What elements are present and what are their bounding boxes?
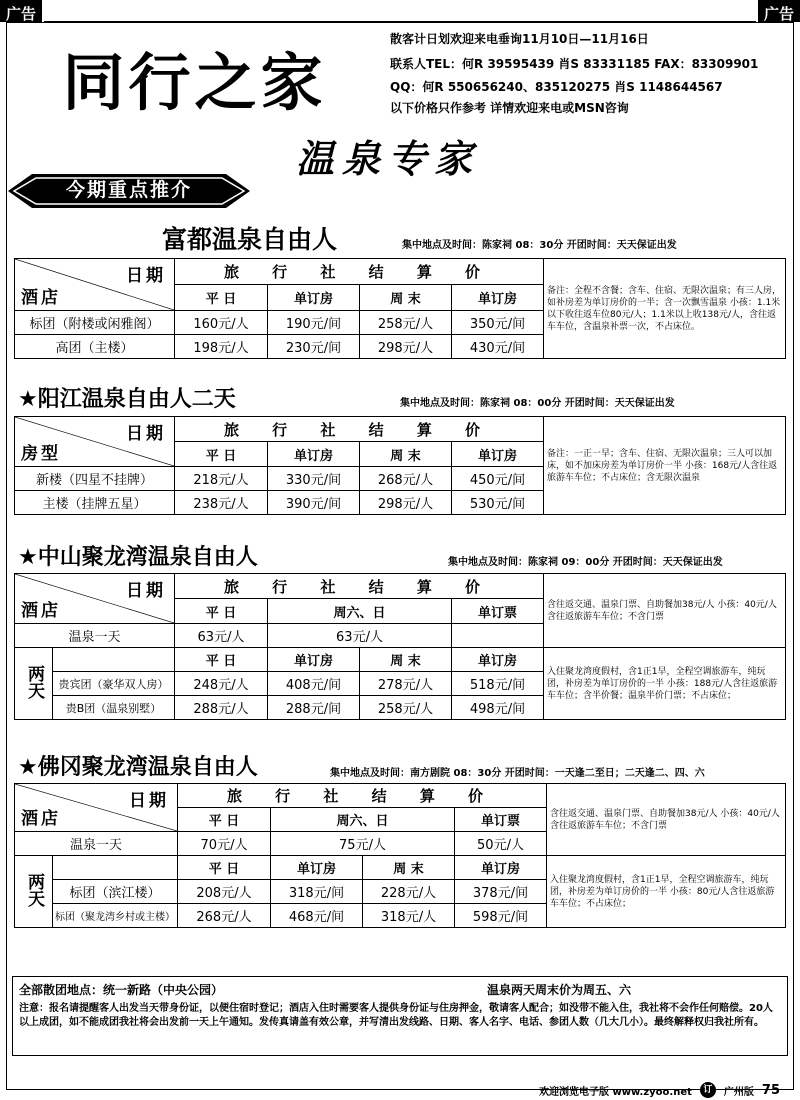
date-label: 日期	[129, 791, 169, 811]
section4-two-day-note: 入住聚龙湾度假村，含1正1早，全程空调旅游车，纯玩团，补房差为单订房价的一半 小孩：80元/人含往返旅游车车位；不占床位；	[547, 856, 786, 928]
date-label: 日期	[126, 266, 166, 286]
price-cell: 298元/人	[360, 491, 452, 515]
col-single-room: 单订房	[268, 285, 360, 311]
footer-notice-box	[12, 976, 788, 1056]
price-cell: 230元/间	[268, 335, 360, 359]
col-weekday: 平 日	[175, 648, 268, 672]
day-trip-name: 温泉一天	[15, 832, 178, 856]
price-cell: 430元/间	[452, 335, 544, 359]
col-single-room: 单订房	[452, 648, 544, 672]
col-weekday: 平 日	[175, 599, 268, 624]
price-cell: 208元/人	[178, 880, 271, 904]
section4-day-note: 含往返交通、温泉门票、自助餐加38元/人 小孩：40元/人含往返旅游车车位；不含门票	[547, 784, 786, 856]
col-weekday: 平 日	[178, 808, 271, 832]
price-cell: 160元/人	[175, 311, 268, 335]
price-cell: 63元/人	[175, 624, 268, 648]
room-name: 标团（滨江楼）	[53, 880, 178, 904]
blank-cell	[53, 648, 175, 672]
section3-two-day-note: 入住聚龙湾度假村，含1正1早，全程空调旅游车，纯玩团，补房差为单订房价的一半 小孩：188元/人含往返旅游车车位；含半价餐；温泉半价门票；不占床位；	[544, 648, 786, 720]
hotel-label: 酒店	[21, 809, 61, 829]
col-weekend: 周 末	[360, 442, 452, 467]
ad-label-left: 广告	[0, 0, 42, 22]
room-name: 贵宾团（豪华双人房）	[53, 672, 175, 696]
col-single-room: 单订房	[455, 856, 547, 880]
price-cell: 228元/人	[363, 880, 455, 904]
blank-cell	[53, 856, 178, 880]
two-day-text: 两天	[24, 872, 44, 907]
section3-title: ★中山聚龙湾温泉自由人	[18, 545, 258, 570]
col-single-ticket: 单订票	[455, 808, 547, 832]
section4-title: ★佛冈聚龙湾温泉自由人	[18, 755, 258, 780]
ad-label-right: 广告	[758, 0, 800, 22]
two-day-text: 两天	[24, 664, 44, 699]
spa-expert-title: 温泉专家	[296, 136, 481, 181]
header-schedule: 散客计日划欢迎来电垂询11月10日—11月16日	[390, 32, 649, 46]
header-qq: QQ：何R 550656240、835120275 肖S 1148644567	[390, 80, 723, 94]
price-cell: 390元/间	[268, 491, 360, 515]
col-weekend: 周 末	[360, 285, 452, 311]
room-name: 标团（聚龙湾乡村或主楼）	[53, 904, 178, 928]
col-single-room: 单订房	[268, 648, 360, 672]
price-cell: 198元/人	[175, 335, 268, 359]
section2-title: ★阳江温泉自由人二天	[18, 387, 236, 412]
price-cell: 70元/人	[178, 832, 271, 856]
hotel-label: 酒店	[21, 288, 61, 308]
price-cell: 63元/人	[268, 624, 452, 648]
price-cell: 278元/人	[360, 672, 452, 696]
col-weekend: 周 末	[363, 856, 455, 880]
section3-meta: 集中地点及时间：陈家祠 09：00分 开团时间：天天保证出发	[448, 557, 723, 568]
price-cell: 598元/间	[455, 904, 547, 928]
agency-price-header: 旅 行 社 结 算 价	[175, 259, 544, 285]
col-single-room: 单订房	[271, 856, 363, 880]
price-cell: 408元/间	[268, 672, 360, 696]
section1-title: 富都温泉自由人	[162, 225, 338, 254]
room-type-label: 房型	[21, 444, 61, 464]
room-name: 贵B团（温泉别墅）	[53, 696, 175, 720]
page-footer	[539, 1082, 780, 1098]
hotel-label: 酒店	[21, 601, 61, 621]
room-name: 标团（附楼或闲雅阁）	[15, 311, 175, 335]
header-tel: 联系人TEL：何R 39595439 肖S 83331185 FAX：83309901	[390, 57, 759, 71]
price-cell: 75元/人	[271, 832, 455, 856]
featured-banner	[8, 170, 250, 212]
date-label: 日期	[126, 581, 166, 601]
section1-meta: 集中地点及时间：陈家祠 08：30分 开团时间：天天保证出发	[402, 240, 677, 251]
price-cell: 248元/人	[175, 672, 268, 696]
page-number: 75	[761, 1082, 780, 1098]
price-cell: 298元/人	[360, 335, 452, 359]
notice-text: 注意：报名请提醒客人出发当天带身份证，以便住宿时登记；酒店入住时需要客人提供身份证与住房押金，敬请客人配合；如没带不能入住，我社将不会作任何赔偿。20人以上成团，如不能成团我社将会出发前一天上午通知。发传真请盖有效公章，并写清出发线路、日期、客人名字、电话、参团人数（几大几小）。最终解释权归我社所有。	[19, 1003, 773, 1028]
price-cell: 450元/间	[452, 467, 544, 491]
logo-badge-icon: 订	[700, 1082, 716, 1098]
section2-meta: 集中地点及时间：陈家祠 08：00分 开团时间：天天保证出发	[400, 398, 675, 409]
agency-price-header: 旅 行 社 结 算 价	[175, 574, 544, 599]
day-trip-name: 温泉一天	[15, 624, 175, 648]
section1-table	[14, 258, 786, 359]
section2-table	[14, 416, 786, 515]
meeting-point: 全部散团地点：统一新路（中央公园）	[19, 983, 224, 997]
section3-table	[14, 573, 786, 720]
section3-day-note: 含往返交通、温泉门票、自助餐加38元/人 小孩：40元/人含往返旅游车车位；不含门票	[544, 574, 786, 648]
room-name: 高团（主楼）	[15, 335, 175, 359]
brand-logo: 同行之家	[62, 45, 327, 119]
section4-table	[14, 783, 786, 928]
price-cell: 288元/人	[175, 696, 268, 720]
edition-label: 广州版	[723, 1086, 754, 1098]
corner-cell	[15, 784, 178, 832]
price-cell: 238元/人	[175, 491, 268, 515]
col-single-room: 单订房	[452, 442, 544, 467]
price-cell: 318元/人	[363, 904, 455, 928]
corner-cell	[15, 417, 175, 467]
agency-price-header: 旅 行 社 结 算 价	[178, 784, 547, 808]
price-cell: 258元/人	[360, 696, 452, 720]
col-single-ticket: 单订票	[452, 599, 544, 624]
col-weekday: 平 日	[175, 442, 268, 467]
room-name: 新楼（四星不挂牌）	[15, 467, 175, 491]
price-cell: 330元/间	[268, 467, 360, 491]
price-cell: 498元/间	[452, 696, 544, 720]
col-single-room: 单订房	[452, 285, 544, 311]
two-day-label	[15, 648, 53, 720]
banner-text: 今期重点推介	[65, 179, 192, 201]
weekend-note: 温泉两天周末价为周五、六	[486, 983, 631, 997]
price-cell: 258元/人	[360, 311, 452, 335]
header-note: 以下价格只作参考 详情欢迎来电或MSN咨询	[390, 101, 629, 115]
corner-cell	[15, 574, 175, 624]
price-cell: 218元/人	[175, 467, 268, 491]
col-weekend: 周 末	[360, 648, 452, 672]
section4-meta: 集中地点及时间：南方剧院 08：30分 开团时间：一天逢二至日；二天逢二、四、六	[330, 768, 705, 779]
room-name: 主楼（挂牌五星）	[15, 491, 175, 515]
price-cell: 518元/间	[452, 672, 544, 696]
price-cell: 378元/间	[455, 880, 547, 904]
price-cell: 350元/间	[452, 311, 544, 335]
price-cell: 50元/人	[455, 832, 547, 856]
col-sat-sun: 周六、日	[268, 599, 452, 624]
col-weekday: 平 日	[175, 285, 268, 311]
agency-price-header: 旅 行 社 结 算 价	[175, 417, 544, 442]
col-weekday: 平 日	[178, 856, 271, 880]
price-cell: 268元/人	[178, 904, 271, 928]
price-cell: 318元/间	[271, 880, 363, 904]
website-text[interactable]: 欢迎浏览电子版 www.zyoo.net	[538, 1086, 692, 1098]
price-cell: 468元/间	[271, 904, 363, 928]
price-cell: 268元/人	[360, 467, 452, 491]
section1-note: 备注：全程不含餐；含车、住宿、无限次温泉；有三人房，如补房差为单订房价的一半；含一次飘雪温泉 小孩：1.1米以下收往返车位80元/人；1.1米以上收138元/人，含往返车车位，含温泉补票一次，不占床位。	[544, 259, 786, 359]
date-label: 日期	[126, 424, 166, 444]
price-cell	[452, 624, 544, 648]
price-cell: 288元/间	[268, 696, 360, 720]
price-cell: 190元/间	[268, 311, 360, 335]
section2-note: 备注：一正一早；含车、住宿、无限次温泉；三人可以加床，如不加床房差为单订房价一半 小孩：168元/人含往返旅游车车位；不占床位；含无限次温泉	[544, 417, 786, 515]
two-day-label	[15, 856, 53, 928]
col-single-room: 单订房	[268, 442, 360, 467]
price-cell: 530元/间	[452, 491, 544, 515]
col-sat-sun: 周六、日	[271, 808, 455, 832]
corner-cell	[15, 259, 175, 311]
